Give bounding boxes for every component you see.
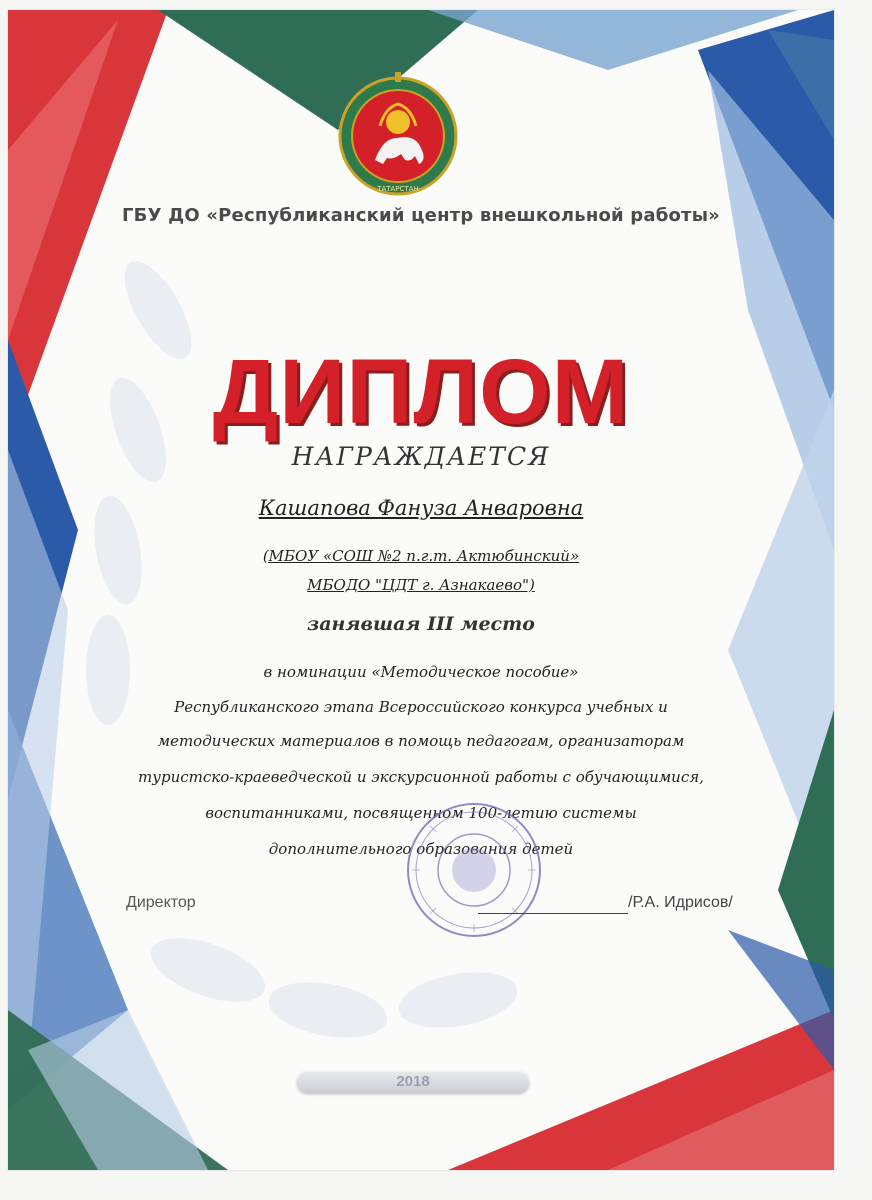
description-line-4: воспитанниками, посвященном 100-летию системы — [205, 804, 637, 822]
awarded-label: НАГРАЖДАЕТСЯ — [291, 442, 551, 471]
signature-line — [478, 913, 628, 914]
description-line-5: дополнительного образования детей — [268, 840, 574, 858]
recipient-name: Кашапова Фануза Анваровна — [258, 496, 584, 520]
svg-text:ТАТАРСТАН: ТАТАРСТАН — [377, 185, 419, 193]
affiliation-line-2: МБОДО "ЦДТ г. Азнакаево") — [307, 576, 535, 594]
organization-name: ГБУ ДО «Республиканский центр внешкольной работы» — [122, 205, 720, 226]
affiliation-line-1: (МБОУ «СОШ №2 п.г.т. Актюбинский» — [262, 547, 580, 565]
tatarstan-emblem-icon — [335, 68, 461, 200]
director-label: Директор — [126, 894, 196, 911]
official-stamp-icon — [404, 800, 544, 940]
description-line-1: Республиканского этапа Всероссийского конкурса учебных и — [174, 698, 668, 716]
description-line-2: методических материалов в помощь педагогам, организаторам — [157, 732, 685, 750]
director-name: /Р.А. Идрисов/ — [628, 894, 733, 911]
year-text: 2018 — [396, 1073, 430, 1090]
document-title: ДИПЛОМ — [212, 341, 630, 443]
place-text: занявшая III место — [307, 613, 535, 635]
diploma-sheet — [8, 10, 834, 1170]
nomination-text: в номинации «Методическое пособие» — [263, 663, 579, 681]
description-line-3: туристско-краеведческой и экскурсионной работы с обучающимися, — [138, 768, 704, 786]
